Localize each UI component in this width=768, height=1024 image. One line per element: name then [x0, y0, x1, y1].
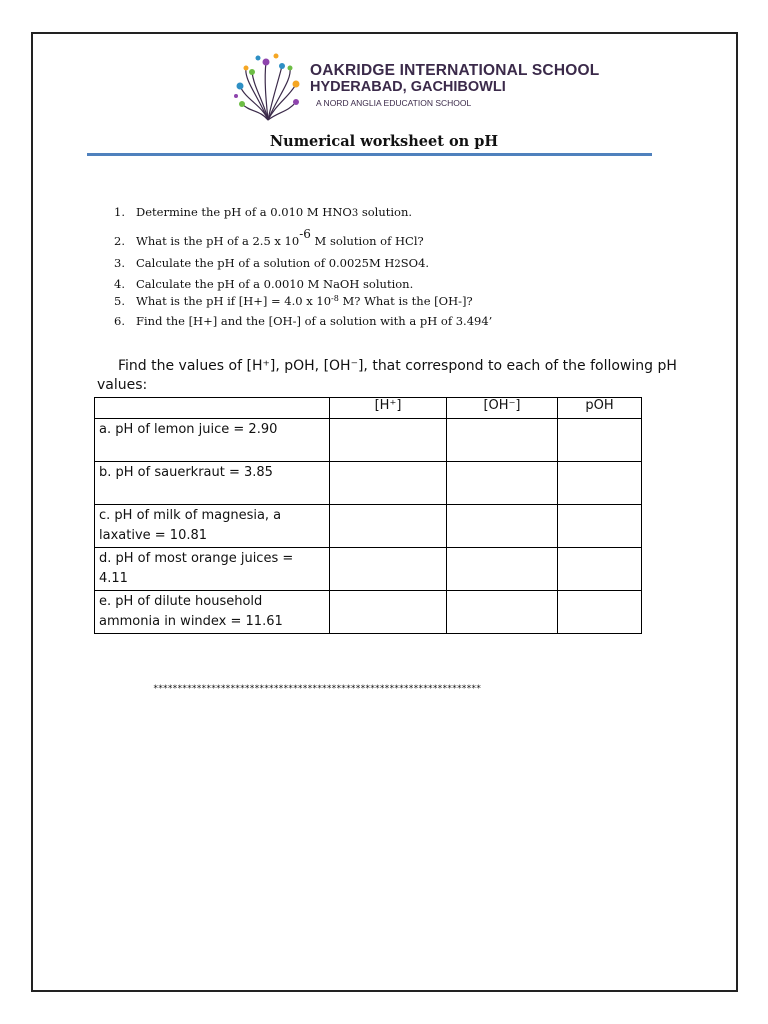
table-header-cell: [OH⁻] [447, 398, 558, 419]
school-affiliation: A NORD ANGLIA EDUCATION SCHOOL [316, 98, 472, 108]
table-row [95, 591, 642, 634]
table-row [95, 419, 642, 462]
answer-cell-oh[interactable] [447, 591, 558, 634]
school-location: HYDERABAD, GACHIBOWLI [310, 79, 506, 95]
answer-cell-h[interactable] [330, 591, 447, 634]
answer-cell-poh[interactable] [558, 591, 642, 634]
question-item: 3. Calculate the pH of a solution of 0.0025M H2SO4. [114, 256, 430, 270]
answer-cell-oh[interactable] [447, 419, 558, 462]
table-instruction: Find the values of [H⁺], pOH, [OH⁻], that correspond to each of the following pH values: [97, 358, 677, 393]
table-row [95, 462, 642, 505]
answer-cell-h[interactable] [330, 462, 447, 505]
question-item: 1. Determine the pH of a 0.010 M HNO3 solution. [114, 205, 413, 219]
table-row [95, 505, 642, 548]
table-header-cell: [H⁺] [330, 398, 447, 419]
table-header-cell [95, 398, 330, 419]
table-row [95, 548, 642, 591]
table-header-row [95, 398, 642, 419]
answer-cell-oh[interactable] [447, 462, 558, 505]
answer-cell-oh[interactable] [447, 548, 558, 591]
answer-cell-h[interactable] [330, 419, 447, 462]
answer-cell-poh[interactable] [558, 505, 642, 548]
worksheet-title: Numerical worksheet on pH [269, 133, 499, 150]
row-label: a. pH of lemon juice = 2.90 [95, 419, 330, 462]
row-label: b. pH of sauerkraut = 3.85 [95, 462, 330, 505]
school-name: OAKRIDGE INTERNATIONAL SCHOOL [310, 62, 600, 79]
answer-cell-poh[interactable] [558, 548, 642, 591]
ph-values-table [94, 397, 642, 634]
school-logo [232, 50, 304, 122]
school-header [310, 62, 599, 110]
row-label: e. pH of dilute household ammonia in windex = 11.61 [95, 591, 330, 634]
answer-cell-h[interactable] [330, 548, 447, 591]
answer-cell-poh[interactable] [558, 419, 642, 462]
title-underline [87, 153, 652, 156]
row-label: c. pH of milk of magnesia, a laxative = 10.81 [95, 505, 330, 548]
question-item: 6. Find the [H+] and the [OH-] of a solution with a pH of 3.494’ [114, 314, 493, 328]
question-item: 5. What is the pH if [H+] = 4.0 x $10^{-8}$ M? What is the [OH-]? [114, 294, 473, 308]
answer-cell-h[interactable] [330, 505, 447, 548]
answer-cell-poh[interactable] [558, 462, 642, 505]
table-header-cell: pOH [558, 398, 642, 419]
answer-cell-oh[interactable] [447, 505, 558, 548]
section-separator: ******************************************************************** [153, 684, 481, 694]
row-label: d. pH of most orange juices = 4.11 [95, 548, 330, 591]
question-item: 4. Calculate the pH of a 0.0010 M NaOH solution. [114, 277, 414, 291]
question-item: 2. What is the pH of a 2.5 x 10-6 M solution of HCl? [114, 227, 424, 248]
